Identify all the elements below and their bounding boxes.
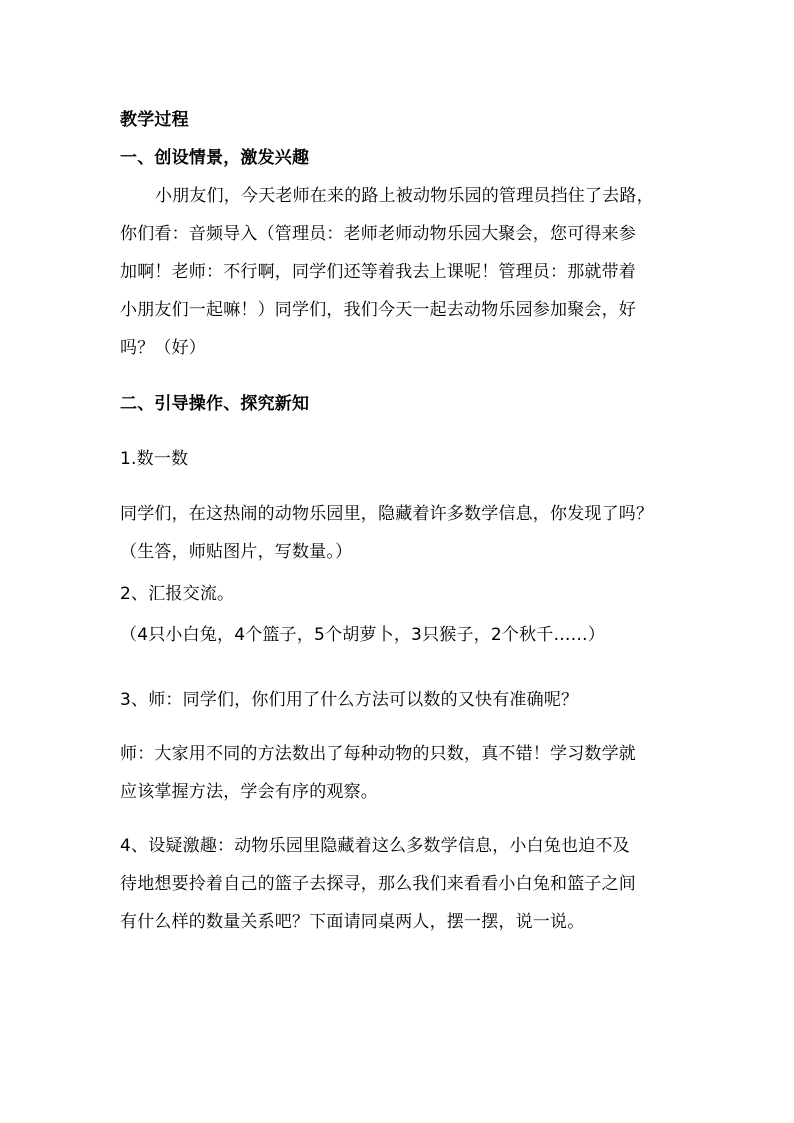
- step4-line: 4、设疑激趣：动物乐园里隐藏着这么多数学信息，小白兔也迫不及: [120, 836, 630, 856]
- section1-paragraph-line: 你们看：音频导入（管理员：老师老师动物乐园大聚会，您可得来参: [120, 224, 636, 244]
- document-title: 教学过程: [120, 110, 189, 130]
- teacher-line: 师：大家用不同的方法数出了每种动物的只数，真不错！学习数学就: [120, 744, 636, 764]
- section1-paragraph-line: 小朋友们，今天老师在来的路上被动物乐园的管理员挡住了去路，: [155, 186, 654, 206]
- teacher-line: 应该掌握方法，学会有序的观察。: [120, 782, 378, 802]
- section1-heading: 一、创设情景，激发兴趣: [120, 148, 310, 168]
- section2-heading: 二、引导操作、探究新知: [120, 394, 310, 414]
- step1-line: 同学们，在这热闹的动物乐园里，隐藏着许多数学信息，你发现了吗？: [120, 504, 654, 524]
- step4-line: 待地想要拎着自己的篮子去探寻，那么我们来看看小白兔和篮子之间: [120, 874, 636, 894]
- step2-title: 2、汇报交流。: [120, 584, 235, 604]
- step3-line: 3、师：同学们，你们用了什么方法可以数的又快有准确呢？: [120, 690, 579, 710]
- section1-paragraph-line: 吗？（好）: [120, 338, 206, 358]
- section1-paragraph-line: 加啊！老师：不行啊，同学们还等着我去上课呢！管理员：那就带着: [120, 262, 636, 282]
- step2-line: （4只小白兔，4个篮子，5个胡萝卜，3只猴子，2个秋千……）: [120, 625, 606, 645]
- step1-title: 1.数一数: [120, 449, 189, 469]
- step4-line: 有什么样的数量关系吧？下面请同桌两人，摆一摆，说一说。: [120, 912, 585, 932]
- step1-line: （生答，师贴图片，写数量。）: [120, 542, 353, 562]
- section1-paragraph-line: 小朋友们一起嘛！）同学们，我们今天一起去动物乐园参加聚会，好: [120, 300, 636, 320]
